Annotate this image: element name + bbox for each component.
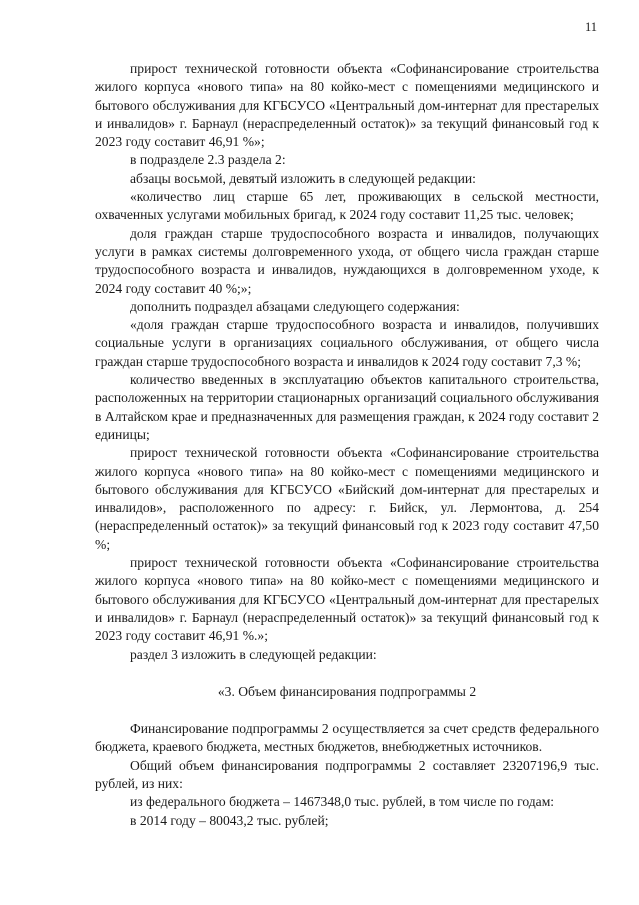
paragraph: дополнить подраздел абзацами следующего содержания:	[130, 298, 460, 314]
page-number: 11	[584, 20, 597, 34]
paragraph: в 2014 году – 80043,2 тыс. рублей;	[130, 812, 329, 828]
document-body	[95, 60, 599, 830]
paragraph: раздел 3 изложить в следующей редакции:	[130, 646, 377, 662]
paragraph: Общий объем финансирования подпрограммы 2 составляет 23207196,9 тыс. рублей, из них:	[95, 757, 599, 791]
paragraph: в подразделе 2.3 раздела 2:	[130, 152, 286, 168]
paragraph: Финансирование подпрограммы 2 осуществляется за счет средств федерального бюджета, краевого бюджета, местных бюджетов, внебюджетных источников.	[95, 721, 599, 755]
paragraph: количество введенных в эксплуатацию объектов капитального строительства, расположенных на территории стационарных организаций социального обслуживания в Алтайском крае и предназначенных для размещения граждан, к 2024 году составит 2 единицы;	[95, 372, 599, 442]
paragraph: прирост технической готовности объекта «Софинансирование строительства жилого корпуса «нового типа» на 80 койко-мест с помещениями медицинского и бытового обслуживания для КГБСУСО «Центральный дом-интернат для престарелых и инвалидов» г. Барнаул (нераспределенный остаток)» за текущий финансовый год к 2023 году составит 46,91 %.»;	[95, 555, 599, 644]
section-heading: «3. Объем финансирования подпрограммы 2	[217, 683, 477, 699]
paragraph: «доля граждан старше трудоспособного возраста и инвалидов, получивших социальные услуги в организациях социального обслуживания, от общего числа граждан старше трудоспособного возраста и инвалидов к 2024 году составит 7,3 %;	[95, 317, 599, 369]
paragraph: из федерального бюджета – 1467348,0 тыс. рублей, в том числе по годам:	[130, 794, 555, 810]
paragraph: «количество лиц старше 65 лет, проживающих в сельской местности, охваченных услугами мобильных бригад, к 2024 году составит 11,25 тыс. человек;	[95, 189, 599, 223]
paragraph: прирост технической готовности объекта «Софинансирование строительства жилого корпуса «нового типа» на 80 койко-мест с помещениями медицинского и бытового обслуживания для КГБСУСО «Центральный дом-интернат для престарелых и инвалидов» г. Барнаул (нераспределенный остаток)» за текущий финансовый год к 2023 году составит 46,91 %»;	[95, 61, 599, 150]
paragraph: доля граждан старше трудоспособного возраста и инвалидов, получающих услуги в рамках системы долговременного ухода, от общего числа граждан старше трудоспособного возраста и инвалидов, нуждающихся в долговременном уходе, к 2024 году составит 40 %;»;	[95, 225, 599, 296]
paragraph: абзацы восьмой, девятый изложить в следующей редакции:	[130, 170, 476, 186]
paragraph: прирост технической готовности объекта «Софинансирование строительства жилого корпуса «нового типа» на 80 койко-мест с помещениями медицинского и бытового обслуживания для КГБСУСО «Бийский дом-интернат для престарелых и инвалидов», расположенного по адресу: г. Бийск, ул. Лермонтова, д. 254 (нераспределенный остаток)» за текущий финансовый год к 2023 году составит 47,50 %;	[95, 445, 599, 552]
